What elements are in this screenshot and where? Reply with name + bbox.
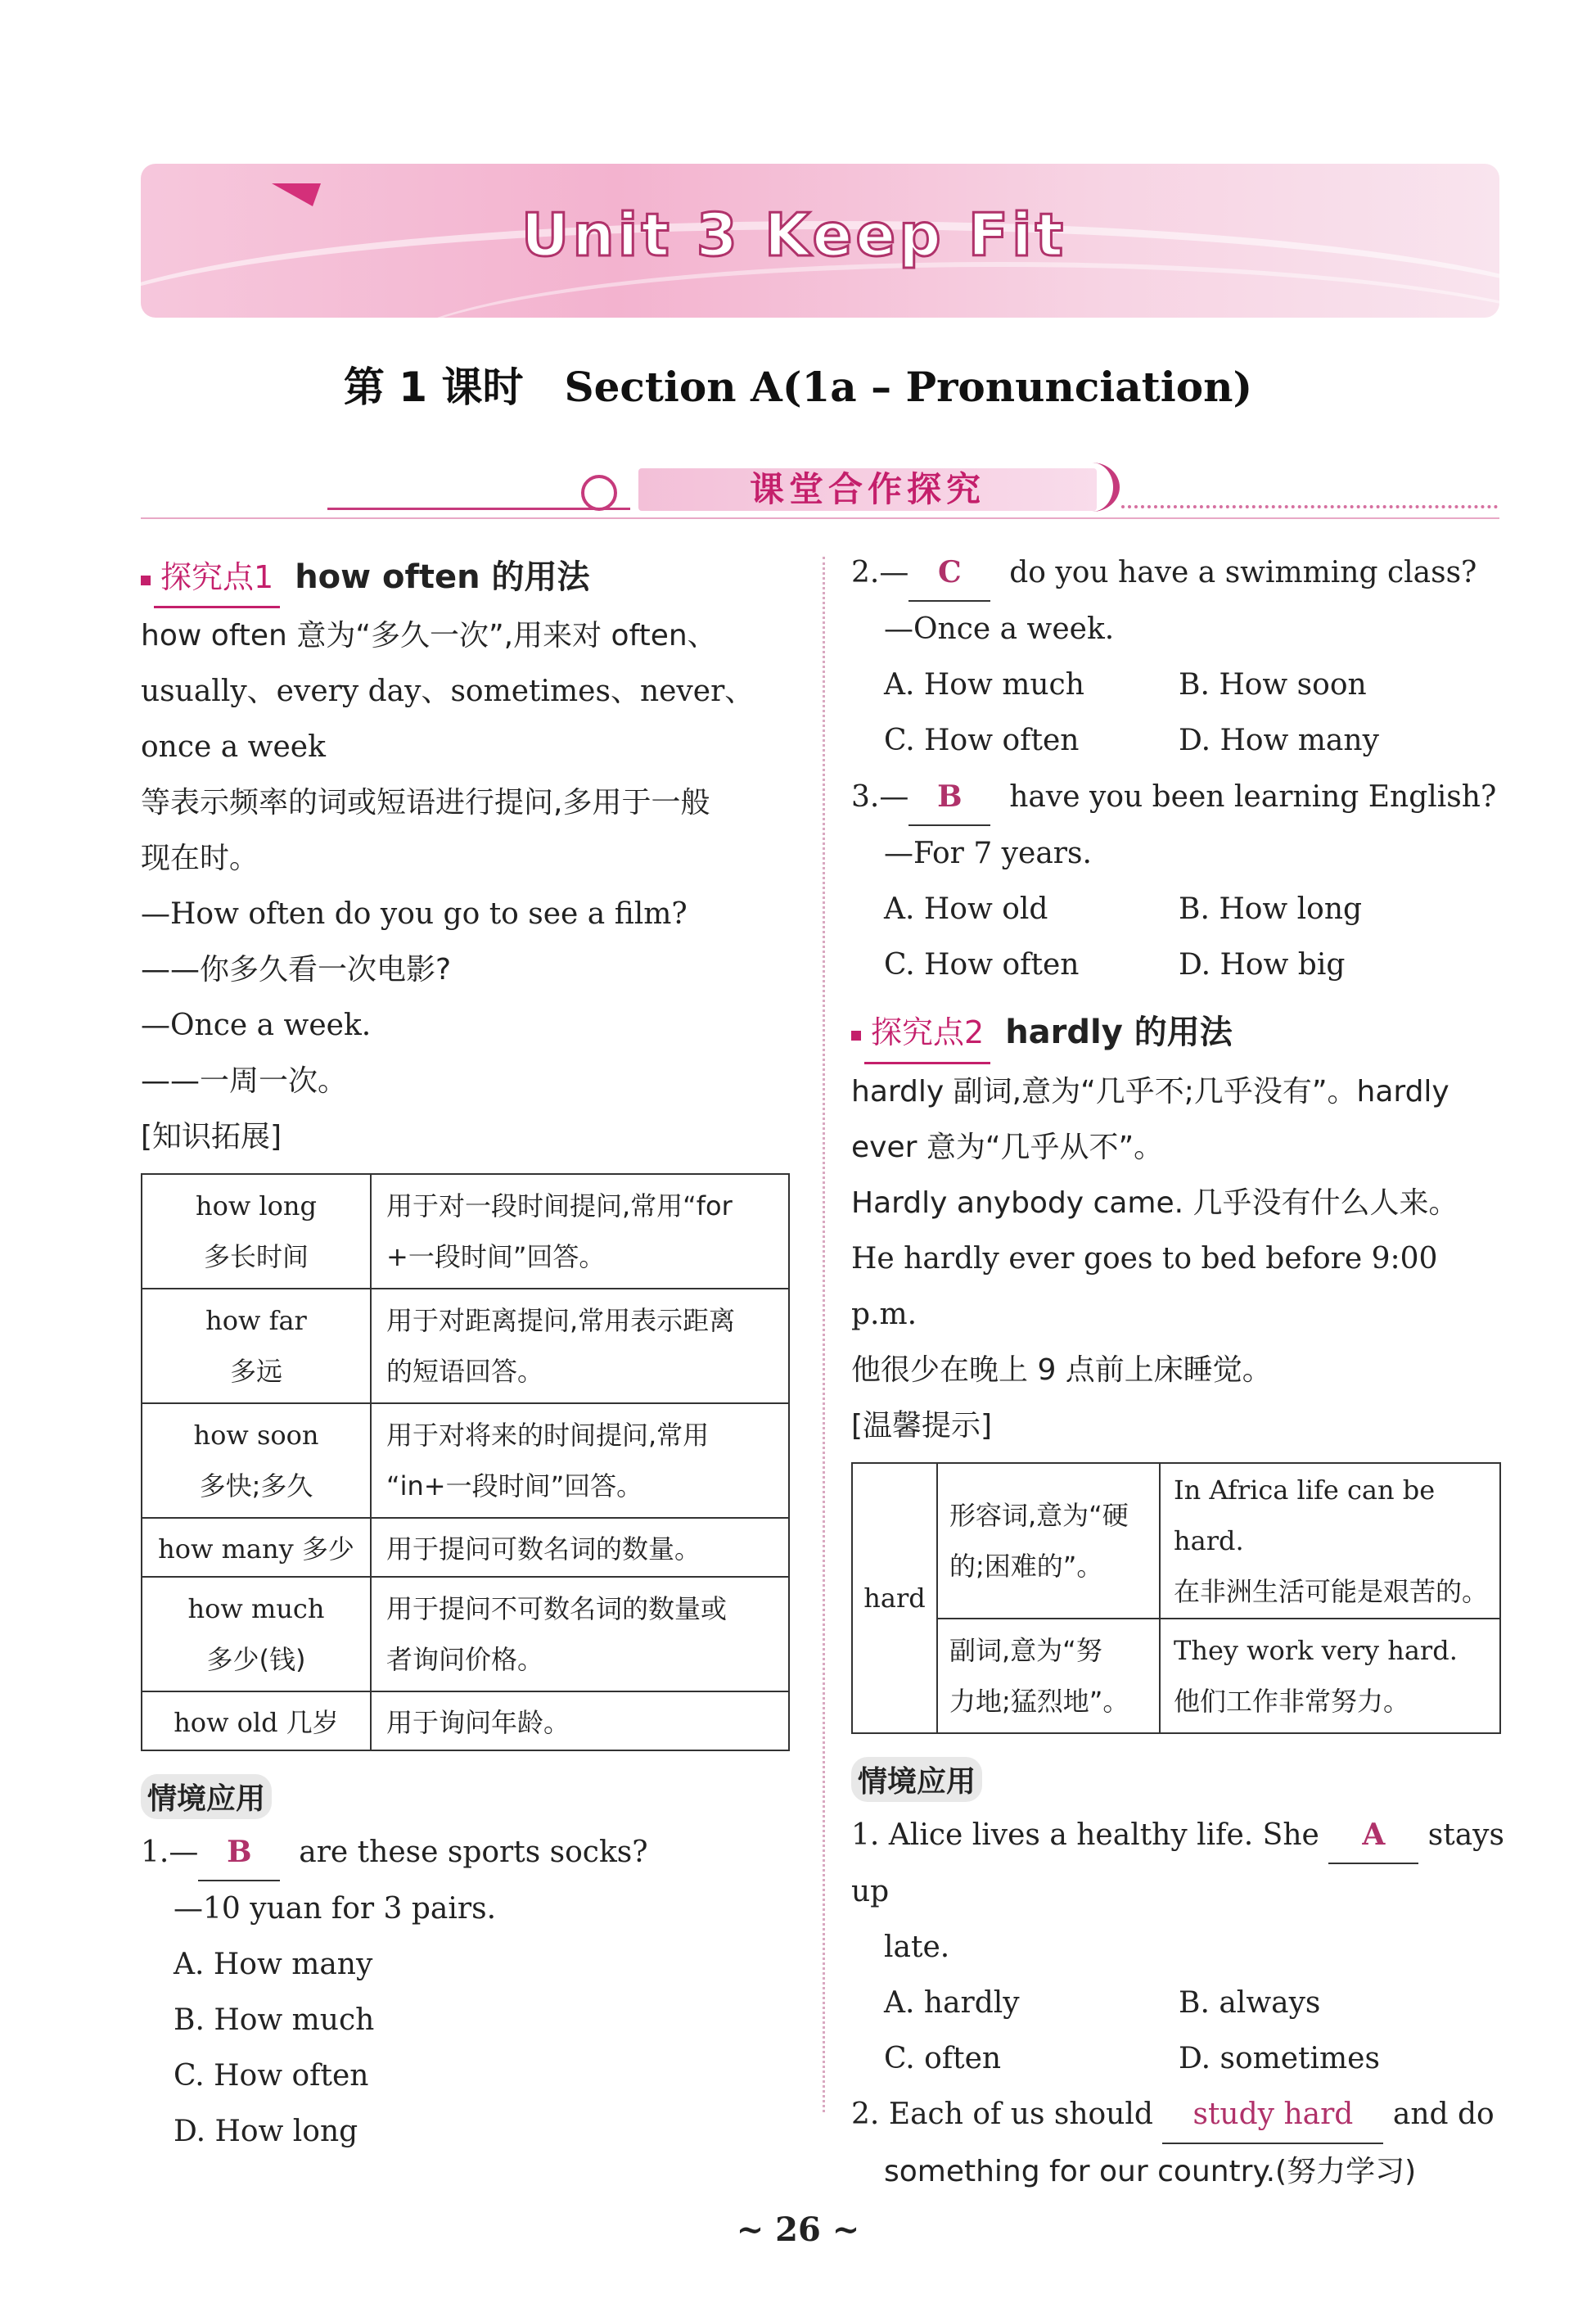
- table-cell: 形容词,意为“硬 的;困难的”。: [937, 1463, 1160, 1619]
- ctx-header: [141, 1774, 796, 1819]
- unit-title: Unit 3 Keep Fit: [521, 201, 1067, 269]
- table-cell: how long 多长时间: [142, 1174, 371, 1289]
- right-column: [851, 544, 1506, 2200]
- point1-line: how often 意为“多久一次”,用来对 often、: [141, 619, 717, 653]
- option: A. How many: [174, 1948, 373, 1981]
- point2-example: 他很少在晚上 9 点前上床睡觉。: [851, 1353, 1272, 1387]
- target-icon: [581, 475, 617, 511]
- tip-table: [851, 1462, 1501, 1734]
- option-row: A. How much B. How soon: [884, 668, 1367, 702]
- table-cell: hard: [852, 1463, 937, 1733]
- point1-section: [141, 549, 796, 2160]
- extension-table: [141, 1173, 790, 1751]
- point1-heading: how often 的用法: [295, 558, 590, 596]
- point2-example: He hardly ever goes to bed before 9:00 p.m.: [851, 1242, 1438, 1331]
- option-row: A. hardly B. always: [884, 1986, 1321, 2020]
- point1-example: ——你多久看一次电影?: [141, 953, 452, 987]
- swirl-icon: [1064, 463, 1120, 512]
- table-row: [142, 1403, 789, 1518]
- point1-example: ——一周一次。: [141, 1064, 348, 1098]
- table-cell: In Africa life can be hard. 在非洲生活可能是艰苦的。: [1160, 1463, 1500, 1619]
- page-rule: [141, 517, 1499, 519]
- option-row: C. How often D. How many: [884, 724, 1379, 757]
- table-row: [142, 1174, 789, 1289]
- point1-example: —How often do you go to see a film?: [141, 897, 688, 931]
- table-cell: how soon 多快;多久: [142, 1403, 371, 1518]
- point1-header: [141, 549, 796, 608]
- point2-heading: hardly 的用法: [1005, 1014, 1233, 1051]
- answer-blank: C: [908, 544, 990, 602]
- answer-blank: B: [198, 1824, 280, 1881]
- point1-example: —Once a week.: [141, 1009, 372, 1042]
- table-cell: 用于对距离提问,常用表示距离 的短语回答。: [371, 1289, 789, 1403]
- point1-tag: 探究点1: [154, 549, 280, 608]
- answer-blank: A: [1328, 1807, 1418, 1864]
- answer-blank: B: [908, 769, 990, 826]
- page-number: ~ 26 ~: [736, 2210, 860, 2249]
- point1-line: usually、every day、sometimes、never、once a week: [141, 675, 755, 764]
- point1-line: 现在时。: [141, 842, 259, 875]
- point2-line: hardly 副词,意为“几乎不;几乎没有”。hardly: [851, 1075, 1449, 1109]
- section-rule: [327, 508, 630, 510]
- table-cell: They work very hard. 他们工作非常努力。: [1160, 1619, 1500, 1733]
- table-cell: 用于提问可数名词的数量。: [371, 1518, 789, 1577]
- section-dots: [1121, 505, 1498, 508]
- question-3: 3.— B have you been learning English?: [851, 769, 1506, 826]
- question-2: 2.— C do you have a swimming class?: [851, 544, 1506, 602]
- table-cell: 用于对一段时间提问,常用“for +一段时间”回答。: [371, 1174, 789, 1289]
- banner-triangle: [272, 183, 321, 206]
- table-cell: how old 几岁: [142, 1691, 371, 1750]
- question-reply: —10 yuan for 3 pairs.: [174, 1892, 497, 1926]
- option-row: C. often D. sometimes: [884, 2042, 1380, 2075]
- ext-label: [知识拓展]: [141, 1120, 282, 1154]
- ctx-label: 情境应用: [141, 1774, 272, 1819]
- table-row: [142, 1289, 789, 1403]
- table-row: [852, 1619, 1500, 1733]
- table-cell: 用于询问年龄。: [371, 1691, 789, 1750]
- question-reply: —Once a week.: [884, 612, 1115, 646]
- table-cell: 副词,意为“努 力地;猛烈地”。: [937, 1619, 1160, 1733]
- ctx-header: [851, 1757, 1506, 1802]
- question-reply: —For 7 years.: [884, 837, 1092, 870]
- question-cont: late.: [884, 1930, 950, 1964]
- table-cell: 用于对将来的时间提问,常用 “in+一段时间”回答。: [371, 1403, 789, 1518]
- option: D. How long: [174, 2115, 358, 2148]
- table-row: [142, 1577, 789, 1691]
- table-cell: 用于提问不可数名词的数量或 者询问价格。: [371, 1577, 789, 1691]
- option-row: A. How old B. How long: [884, 892, 1363, 926]
- option: C. How often: [174, 2059, 369, 2093]
- option: B. How much: [174, 2003, 375, 2037]
- bullet-icon: [141, 576, 151, 585]
- question-1: 1.— B are these sports socks?: [141, 1824, 796, 1881]
- point2-tag: 探究点2: [864, 1003, 990, 1064]
- lesson-number: 第 1 课时: [343, 364, 524, 411]
- point2-example: Hardly anybody came. 几乎没有什么人来。: [851, 1186, 1458, 1220]
- column-divider: [823, 557, 825, 2112]
- option-row: C. How often D. How big: [884, 948, 1346, 982]
- question-1: 1. Alice lives a healthy life. She A stays up: [851, 1807, 1506, 1920]
- point1-line: 等表示频率的词或短语进行提问,多用于一般: [141, 786, 710, 820]
- answer-blank: study hard: [1162, 2087, 1383, 2144]
- point2-header: [851, 1003, 1506, 1064]
- ctx-label: 情境应用: [851, 1757, 982, 1802]
- table-row: [142, 1691, 789, 1750]
- lesson-section: Section A(1a – Pronunciation): [564, 363, 1253, 411]
- tip-label: [温馨提示]: [851, 1409, 993, 1443]
- lesson-title: [0, 354, 1596, 413]
- question-2: 2. Each of us should study hard and do: [851, 2087, 1506, 2144]
- table-cell: how much 多少(钱): [142, 1577, 371, 1691]
- bullet-icon: [851, 1031, 861, 1041]
- section-title: 课堂合作探究: [749, 469, 985, 509]
- table-row: [142, 1518, 789, 1577]
- question-cont: something for our country.(努力学习): [884, 2155, 1417, 2188]
- table-cell: how many 多少: [142, 1518, 371, 1577]
- table-row: [852, 1463, 1500, 1619]
- point2-line: ever 意为“几乎从不”。: [851, 1131, 1164, 1164]
- table-cell: how far 多远: [142, 1289, 371, 1403]
